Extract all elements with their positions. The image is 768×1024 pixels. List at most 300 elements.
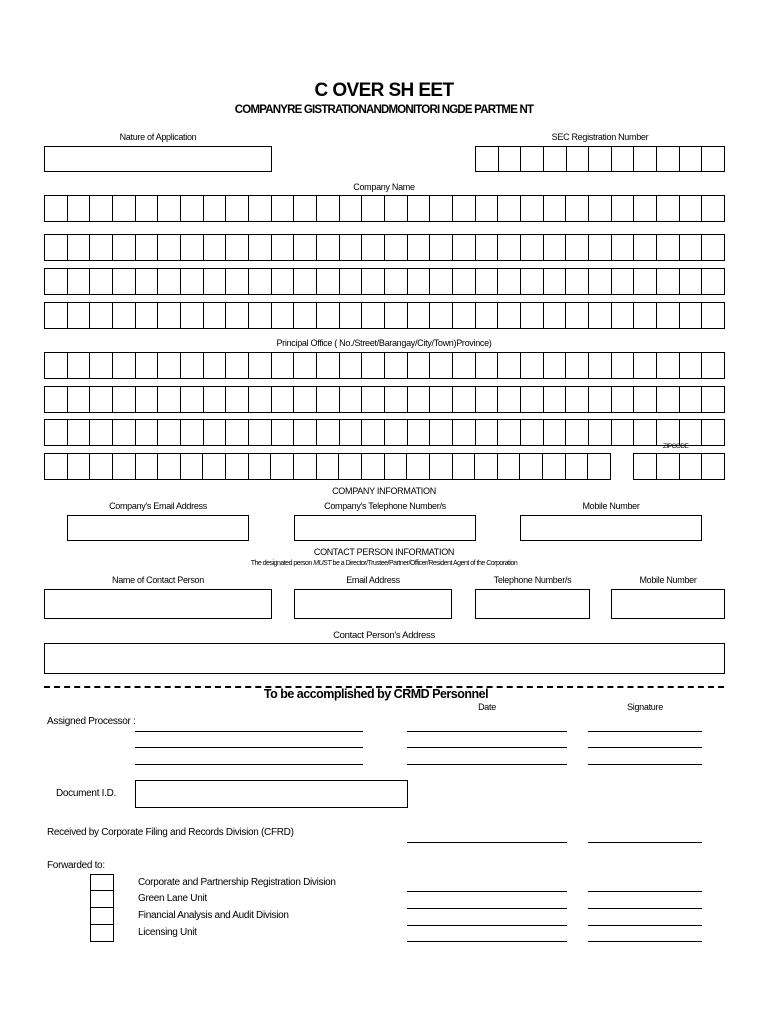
character-cell[interactable] bbox=[136, 195, 159, 222]
character-cell[interactable] bbox=[657, 234, 680, 261]
character-cell[interactable] bbox=[702, 352, 725, 379]
character-cell[interactable] bbox=[294, 195, 317, 222]
received-signature-line[interactable] bbox=[588, 842, 702, 843]
character-cell[interactable] bbox=[113, 195, 136, 222]
character-cell[interactable] bbox=[408, 386, 431, 413]
forward-signature-line-1[interactable] bbox=[588, 891, 702, 892]
character-cell[interactable] bbox=[272, 195, 295, 222]
character-cell[interactable] bbox=[272, 234, 295, 261]
character-cell[interactable] bbox=[272, 302, 295, 329]
character-cell[interactable] bbox=[430, 195, 453, 222]
character-cell[interactable] bbox=[657, 302, 680, 329]
character-cell[interactable] bbox=[68, 234, 91, 261]
character-cell[interactable] bbox=[634, 268, 657, 295]
character-cell[interactable] bbox=[385, 419, 408, 446]
character-cell[interactable] bbox=[68, 268, 91, 295]
character-cell[interactable] bbox=[362, 419, 385, 446]
contact-email-label: Email Address bbox=[346, 575, 400, 585]
character-cell[interactable] bbox=[317, 386, 340, 413]
character-cell[interactable] bbox=[158, 419, 181, 446]
character-cell[interactable] bbox=[453, 195, 476, 222]
character-cell[interactable] bbox=[362, 302, 385, 329]
character-cell[interactable] bbox=[589, 386, 612, 413]
forward-checkbox-faad[interactable] bbox=[90, 907, 114, 925]
character-cell[interactable] bbox=[408, 234, 431, 261]
company-information-heading: COMPANY INFORMATION bbox=[332, 486, 436, 496]
character-cell[interactable] bbox=[680, 268, 703, 295]
character-cell[interactable] bbox=[181, 268, 204, 295]
character-cell[interactable] bbox=[702, 386, 725, 413]
character-cell[interactable] bbox=[476, 302, 499, 329]
assigned-processor-line-3[interactable] bbox=[135, 764, 363, 765]
character-cell[interactable] bbox=[385, 453, 408, 480]
assigned-signature-line-2[interactable] bbox=[588, 747, 702, 748]
character-cell[interactable] bbox=[476, 268, 499, 295]
forwarded-to-label: Forwarded to: bbox=[47, 860, 105, 871]
character-cell[interactable] bbox=[680, 146, 703, 172]
character-cell[interactable] bbox=[249, 386, 272, 413]
character-cell[interactable] bbox=[181, 453, 204, 480]
company-name-grid-row-1[interactable] bbox=[44, 195, 725, 222]
character-cell[interactable] bbox=[589, 195, 612, 222]
character-cell[interactable] bbox=[340, 302, 363, 329]
character-cell[interactable] bbox=[408, 352, 431, 379]
character-cell[interactable] bbox=[634, 234, 657, 261]
principal-office-grid-row-1[interactable] bbox=[44, 352, 725, 379]
character-cell[interactable] bbox=[634, 386, 657, 413]
document-id-field[interactable] bbox=[135, 780, 408, 808]
company-mobile-label: Mobile Number bbox=[582, 501, 640, 511]
character-cell[interactable] bbox=[476, 352, 499, 379]
character-cell[interactable] bbox=[204, 352, 227, 379]
character-cell[interactable] bbox=[453, 302, 476, 329]
assigned-date-line-2[interactable] bbox=[407, 747, 567, 748]
character-cell[interactable] bbox=[589, 268, 612, 295]
character-cell[interactable] bbox=[294, 268, 317, 295]
character-cell[interactable] bbox=[45, 352, 68, 379]
contact-address-field[interactable] bbox=[44, 643, 725, 674]
character-cell[interactable] bbox=[702, 146, 725, 172]
character-cell[interactable] bbox=[566, 419, 589, 446]
character-cell[interactable] bbox=[136, 352, 159, 379]
character-cell[interactable] bbox=[90, 386, 113, 413]
character-cell[interactable] bbox=[476, 386, 499, 413]
forward-checkbox-licensing[interactable] bbox=[90, 924, 114, 942]
character-cell[interactable] bbox=[136, 268, 159, 295]
character-cell[interactable] bbox=[136, 419, 159, 446]
character-cell[interactable] bbox=[68, 352, 91, 379]
assigned-signature-line-1[interactable] bbox=[588, 731, 702, 732]
character-cell[interactable] bbox=[158, 268, 181, 295]
character-cell[interactable] bbox=[362, 234, 385, 261]
character-cell[interactable] bbox=[657, 146, 680, 172]
character-cell[interactable] bbox=[317, 195, 340, 222]
character-cell[interactable] bbox=[136, 234, 159, 261]
character-cell[interactable] bbox=[634, 146, 657, 172]
character-cell[interactable] bbox=[408, 419, 431, 446]
character-cell[interactable] bbox=[566, 268, 589, 295]
character-cell[interactable] bbox=[566, 195, 589, 222]
character-cell[interactable] bbox=[136, 302, 159, 329]
character-cell[interactable] bbox=[453, 234, 476, 261]
character-cell[interactable] bbox=[453, 386, 476, 413]
character-cell[interactable] bbox=[113, 302, 136, 329]
contact-mobile-label: Mobile Number bbox=[639, 575, 697, 585]
character-cell[interactable] bbox=[385, 302, 408, 329]
character-cell[interactable] bbox=[158, 195, 181, 222]
character-cell[interactable] bbox=[317, 419, 340, 446]
character-cell[interactable] bbox=[158, 453, 181, 480]
character-cell[interactable] bbox=[90, 268, 113, 295]
character-cell[interactable] bbox=[68, 419, 91, 446]
company-telephone-field[interactable] bbox=[294, 515, 476, 541]
character-cell[interactable] bbox=[136, 386, 159, 413]
character-cell[interactable] bbox=[680, 195, 703, 222]
character-cell[interactable] bbox=[362, 195, 385, 222]
character-cell[interactable] bbox=[521, 352, 544, 379]
character-cell[interactable] bbox=[340, 268, 363, 295]
character-cell[interactable] bbox=[90, 453, 113, 480]
character-cell[interactable] bbox=[521, 195, 544, 222]
character-cell[interactable] bbox=[181, 352, 204, 379]
character-cell[interactable] bbox=[499, 146, 522, 172]
character-cell[interactable] bbox=[294, 352, 317, 379]
character-cell[interactable] bbox=[475, 453, 498, 480]
character-cell[interactable] bbox=[204, 302, 227, 329]
character-cell[interactable] bbox=[702, 302, 725, 329]
character-cell[interactable] bbox=[430, 302, 453, 329]
character-cell[interactable] bbox=[362, 386, 385, 413]
character-cell[interactable] bbox=[634, 302, 657, 329]
company-email-label: Company's Email Address bbox=[109, 501, 207, 511]
character-cell[interactable] bbox=[113, 453, 136, 480]
received-date-line[interactable] bbox=[407, 842, 567, 843]
company-name-grid-row-4[interactable] bbox=[44, 302, 725, 329]
character-cell[interactable] bbox=[544, 268, 567, 295]
character-cell[interactable] bbox=[566, 453, 589, 480]
character-cell[interactable] bbox=[226, 234, 249, 261]
character-cell[interactable] bbox=[226, 268, 249, 295]
character-cell[interactable] bbox=[68, 386, 91, 413]
character-cell[interactable] bbox=[340, 234, 363, 261]
principal-office-grid-row-3[interactable] bbox=[44, 419, 725, 446]
character-cell[interactable] bbox=[204, 195, 227, 222]
assigned-signature-line-3[interactable] bbox=[588, 764, 702, 765]
character-cell[interactable] bbox=[226, 419, 249, 446]
character-cell[interactable] bbox=[272, 419, 295, 446]
character-cell[interactable] bbox=[408, 268, 431, 295]
character-cell[interactable] bbox=[45, 195, 68, 222]
character-cell[interactable] bbox=[634, 195, 657, 222]
character-cell[interactable] bbox=[158, 234, 181, 261]
character-cell[interactable] bbox=[567, 146, 590, 172]
character-cell[interactable] bbox=[657, 268, 680, 295]
character-cell[interactable] bbox=[181, 195, 204, 222]
character-cell[interactable] bbox=[249, 195, 272, 222]
company-email-field[interactable] bbox=[67, 515, 249, 541]
character-cell[interactable] bbox=[45, 268, 68, 295]
character-cell[interactable] bbox=[680, 386, 703, 413]
character-cell[interactable] bbox=[317, 268, 340, 295]
character-cell[interactable] bbox=[249, 302, 272, 329]
character-cell[interactable] bbox=[498, 386, 521, 413]
character-cell[interactable] bbox=[45, 453, 68, 480]
contact-email-field[interactable] bbox=[294, 589, 452, 619]
character-cell[interactable] bbox=[340, 352, 363, 379]
sec-registration-number-grid[interactable] bbox=[475, 146, 725, 172]
character-cell[interactable] bbox=[634, 352, 657, 379]
contact-telephone-field[interactable] bbox=[475, 589, 590, 619]
assigned-date-line-1[interactable] bbox=[407, 731, 567, 732]
character-cell[interactable] bbox=[385, 268, 408, 295]
character-cell[interactable] bbox=[430, 268, 453, 295]
character-cell[interactable] bbox=[476, 234, 499, 261]
character-cell[interactable] bbox=[340, 386, 363, 413]
assigned-date-line-3[interactable] bbox=[407, 764, 567, 765]
character-cell[interactable] bbox=[113, 419, 136, 446]
document-id-label: Document I.D. bbox=[56, 788, 117, 799]
character-cell[interactable] bbox=[226, 195, 249, 222]
character-cell[interactable] bbox=[294, 302, 317, 329]
character-cell[interactable] bbox=[294, 453, 317, 480]
character-cell[interactable] bbox=[249, 234, 272, 261]
character-cell[interactable] bbox=[544, 234, 567, 261]
character-cell[interactable] bbox=[90, 419, 113, 446]
character-cell[interactable] bbox=[453, 453, 476, 480]
character-cell[interactable] bbox=[408, 195, 431, 222]
contact-name-field[interactable] bbox=[44, 589, 272, 619]
character-cell[interactable] bbox=[498, 195, 521, 222]
character-cell[interactable] bbox=[634, 419, 657, 446]
character-cell[interactable] bbox=[498, 352, 521, 379]
character-cell[interactable] bbox=[271, 453, 294, 480]
character-cell[interactable] bbox=[158, 386, 181, 413]
forward-date-line-4[interactable] bbox=[407, 941, 567, 942]
character-cell[interactable] bbox=[430, 386, 453, 413]
character-cell[interactable] bbox=[181, 386, 204, 413]
character-cell[interactable] bbox=[158, 352, 181, 379]
character-cell[interactable] bbox=[45, 386, 68, 413]
character-cell[interactable] bbox=[498, 419, 521, 446]
character-cell[interactable] bbox=[226, 302, 249, 329]
character-cell[interactable] bbox=[294, 386, 317, 413]
character-cell[interactable] bbox=[385, 234, 408, 261]
character-cell[interactable] bbox=[45, 234, 68, 261]
character-cell[interactable] bbox=[657, 386, 680, 413]
character-cell[interactable] bbox=[544, 302, 567, 329]
character-cell[interactable] bbox=[498, 302, 521, 329]
character-cell[interactable] bbox=[566, 352, 589, 379]
forward-date-line-1[interactable] bbox=[407, 891, 567, 892]
character-cell[interactable] bbox=[294, 234, 317, 261]
character-cell[interactable] bbox=[249, 268, 272, 295]
character-cell[interactable] bbox=[612, 302, 635, 329]
character-cell[interactable] bbox=[90, 302, 113, 329]
character-cell[interactable] bbox=[113, 268, 136, 295]
character-cell[interactable] bbox=[544, 352, 567, 379]
character-cell[interactable] bbox=[521, 419, 544, 446]
forward-date-line-2[interactable] bbox=[407, 908, 567, 909]
character-cell[interactable] bbox=[204, 268, 227, 295]
character-cell[interactable] bbox=[498, 234, 521, 261]
character-cell[interactable] bbox=[136, 453, 159, 480]
principal-office-grid-row-2[interactable] bbox=[44, 386, 725, 413]
character-cell[interactable] bbox=[113, 352, 136, 379]
character-cell[interactable] bbox=[204, 386, 227, 413]
character-cell[interactable] bbox=[657, 453, 680, 480]
character-cell[interactable] bbox=[430, 352, 453, 379]
character-cell[interactable] bbox=[68, 453, 91, 480]
character-cell[interactable] bbox=[680, 419, 703, 446]
character-cell[interactable] bbox=[589, 419, 612, 446]
character-cell[interactable] bbox=[680, 453, 703, 480]
character-cell[interactable] bbox=[272, 352, 295, 379]
character-cell[interactable] bbox=[476, 146, 499, 172]
character-cell[interactable] bbox=[90, 352, 113, 379]
character-cell[interactable] bbox=[249, 352, 272, 379]
character-cell[interactable] bbox=[249, 453, 272, 480]
character-cell[interactable] bbox=[702, 419, 725, 446]
character-cell[interactable] bbox=[181, 419, 204, 446]
character-cell[interactable] bbox=[521, 268, 544, 295]
character-cell[interactable] bbox=[544, 146, 567, 172]
character-cell[interactable] bbox=[272, 268, 295, 295]
character-cell[interactable] bbox=[498, 453, 521, 480]
character-cell[interactable] bbox=[45, 302, 68, 329]
character-cell[interactable] bbox=[45, 419, 68, 446]
character-cell[interactable] bbox=[385, 195, 408, 222]
character-cell[interactable] bbox=[520, 453, 543, 480]
character-cell[interactable] bbox=[566, 386, 589, 413]
character-cell[interactable] bbox=[226, 453, 249, 480]
character-cell[interactable] bbox=[612, 268, 635, 295]
nature-of-application-field[interactable] bbox=[44, 146, 272, 172]
character-cell[interactable] bbox=[340, 419, 363, 446]
character-cell[interactable] bbox=[588, 453, 611, 480]
character-cell[interactable] bbox=[407, 453, 430, 480]
forward-signature-line-4[interactable] bbox=[588, 941, 702, 942]
character-cell[interactable] bbox=[430, 419, 453, 446]
character-cell[interactable] bbox=[612, 352, 635, 379]
character-cell[interactable] bbox=[113, 386, 136, 413]
character-cell[interactable] bbox=[498, 268, 521, 295]
character-cell[interactable] bbox=[317, 352, 340, 379]
character-cell[interactable] bbox=[476, 419, 499, 446]
character-cell[interactable] bbox=[339, 453, 362, 480]
character-cell[interactable] bbox=[521, 234, 544, 261]
character-cell[interactable] bbox=[203, 453, 226, 480]
character-cell[interactable] bbox=[181, 302, 204, 329]
character-cell[interactable] bbox=[680, 234, 703, 261]
character-cell[interactable] bbox=[702, 268, 725, 295]
character-cell[interactable] bbox=[521, 146, 544, 172]
forward-signature-line-2[interactable] bbox=[588, 908, 702, 909]
character-cell[interactable] bbox=[430, 453, 453, 480]
contact-mobile-field[interactable] bbox=[611, 589, 725, 619]
forward-date-line-3[interactable] bbox=[407, 925, 567, 926]
character-cell[interactable] bbox=[68, 195, 91, 222]
company-name-grid-row-2[interactable] bbox=[44, 234, 725, 261]
character-cell[interactable] bbox=[634, 453, 657, 480]
character-cell[interactable] bbox=[612, 386, 635, 413]
character-cell[interactable] bbox=[158, 302, 181, 329]
character-cell[interactable] bbox=[589, 352, 612, 379]
character-cell[interactable] bbox=[408, 302, 431, 329]
character-cell[interactable] bbox=[272, 386, 295, 413]
character-cell[interactable] bbox=[113, 234, 136, 261]
character-cell[interactable] bbox=[204, 419, 227, 446]
character-cell[interactable] bbox=[294, 419, 317, 446]
character-cell[interactable] bbox=[589, 146, 612, 172]
character-cell[interactable] bbox=[589, 302, 612, 329]
character-cell[interactable] bbox=[362, 453, 385, 480]
character-cell[interactable] bbox=[566, 234, 589, 261]
company-name-grid-row-3[interactable] bbox=[44, 268, 725, 295]
company-mobile-field[interactable] bbox=[520, 515, 702, 541]
forward-option-licensing: Licensing Unit bbox=[138, 927, 197, 938]
character-cell[interactable] bbox=[680, 302, 703, 329]
character-cell[interactable] bbox=[521, 386, 544, 413]
character-cell[interactable] bbox=[589, 234, 612, 261]
zip-code-grid[interactable] bbox=[633, 453, 725, 480]
character-cell[interactable] bbox=[340, 195, 363, 222]
character-cell[interactable] bbox=[521, 302, 544, 329]
character-cell[interactable] bbox=[90, 195, 113, 222]
character-cell[interactable] bbox=[657, 352, 680, 379]
character-cell[interactable] bbox=[385, 352, 408, 379]
character-cell[interactable] bbox=[566, 302, 589, 329]
character-cell[interactable] bbox=[385, 386, 408, 413]
character-cell[interactable] bbox=[249, 419, 272, 446]
character-cell[interactable] bbox=[702, 234, 725, 261]
assigned-processor-line-1[interactable] bbox=[135, 731, 363, 732]
character-cell[interactable] bbox=[226, 386, 249, 413]
character-cell[interactable] bbox=[476, 195, 499, 222]
character-cell[interactable] bbox=[680, 352, 703, 379]
character-cell[interactable] bbox=[612, 234, 635, 261]
character-cell[interactable] bbox=[226, 352, 249, 379]
character-cell[interactable] bbox=[204, 234, 227, 261]
character-cell[interactable] bbox=[657, 419, 680, 446]
character-cell[interactable] bbox=[657, 195, 680, 222]
character-cell[interactable] bbox=[181, 234, 204, 261]
character-cell[interactable] bbox=[68, 302, 91, 329]
character-cell[interactable] bbox=[317, 234, 340, 261]
character-cell[interactable] bbox=[544, 195, 567, 222]
character-cell[interactable] bbox=[362, 352, 385, 379]
character-cell[interactable] bbox=[90, 234, 113, 261]
character-cell[interactable] bbox=[612, 419, 635, 446]
character-cell[interactable] bbox=[362, 268, 385, 295]
character-cell[interactable] bbox=[702, 453, 725, 480]
assigned-processor-line-2[interactable] bbox=[135, 747, 363, 748]
forward-signature-line-3[interactable] bbox=[588, 925, 702, 926]
character-cell[interactable] bbox=[453, 268, 476, 295]
character-cell[interactable] bbox=[543, 453, 566, 480]
character-cell[interactable] bbox=[544, 419, 567, 446]
character-cell[interactable] bbox=[317, 453, 340, 480]
character-cell[interactable] bbox=[453, 352, 476, 379]
character-cell[interactable] bbox=[702, 195, 725, 222]
forward-checkbox-green-lane[interactable] bbox=[90, 890, 114, 908]
character-cell[interactable] bbox=[317, 302, 340, 329]
character-cell[interactable] bbox=[544, 386, 567, 413]
character-cell[interactable] bbox=[453, 419, 476, 446]
character-cell[interactable] bbox=[612, 195, 635, 222]
character-cell[interactable] bbox=[612, 146, 635, 172]
principal-office-grid-row-4[interactable] bbox=[44, 453, 611, 480]
character-cell[interactable] bbox=[430, 234, 453, 261]
